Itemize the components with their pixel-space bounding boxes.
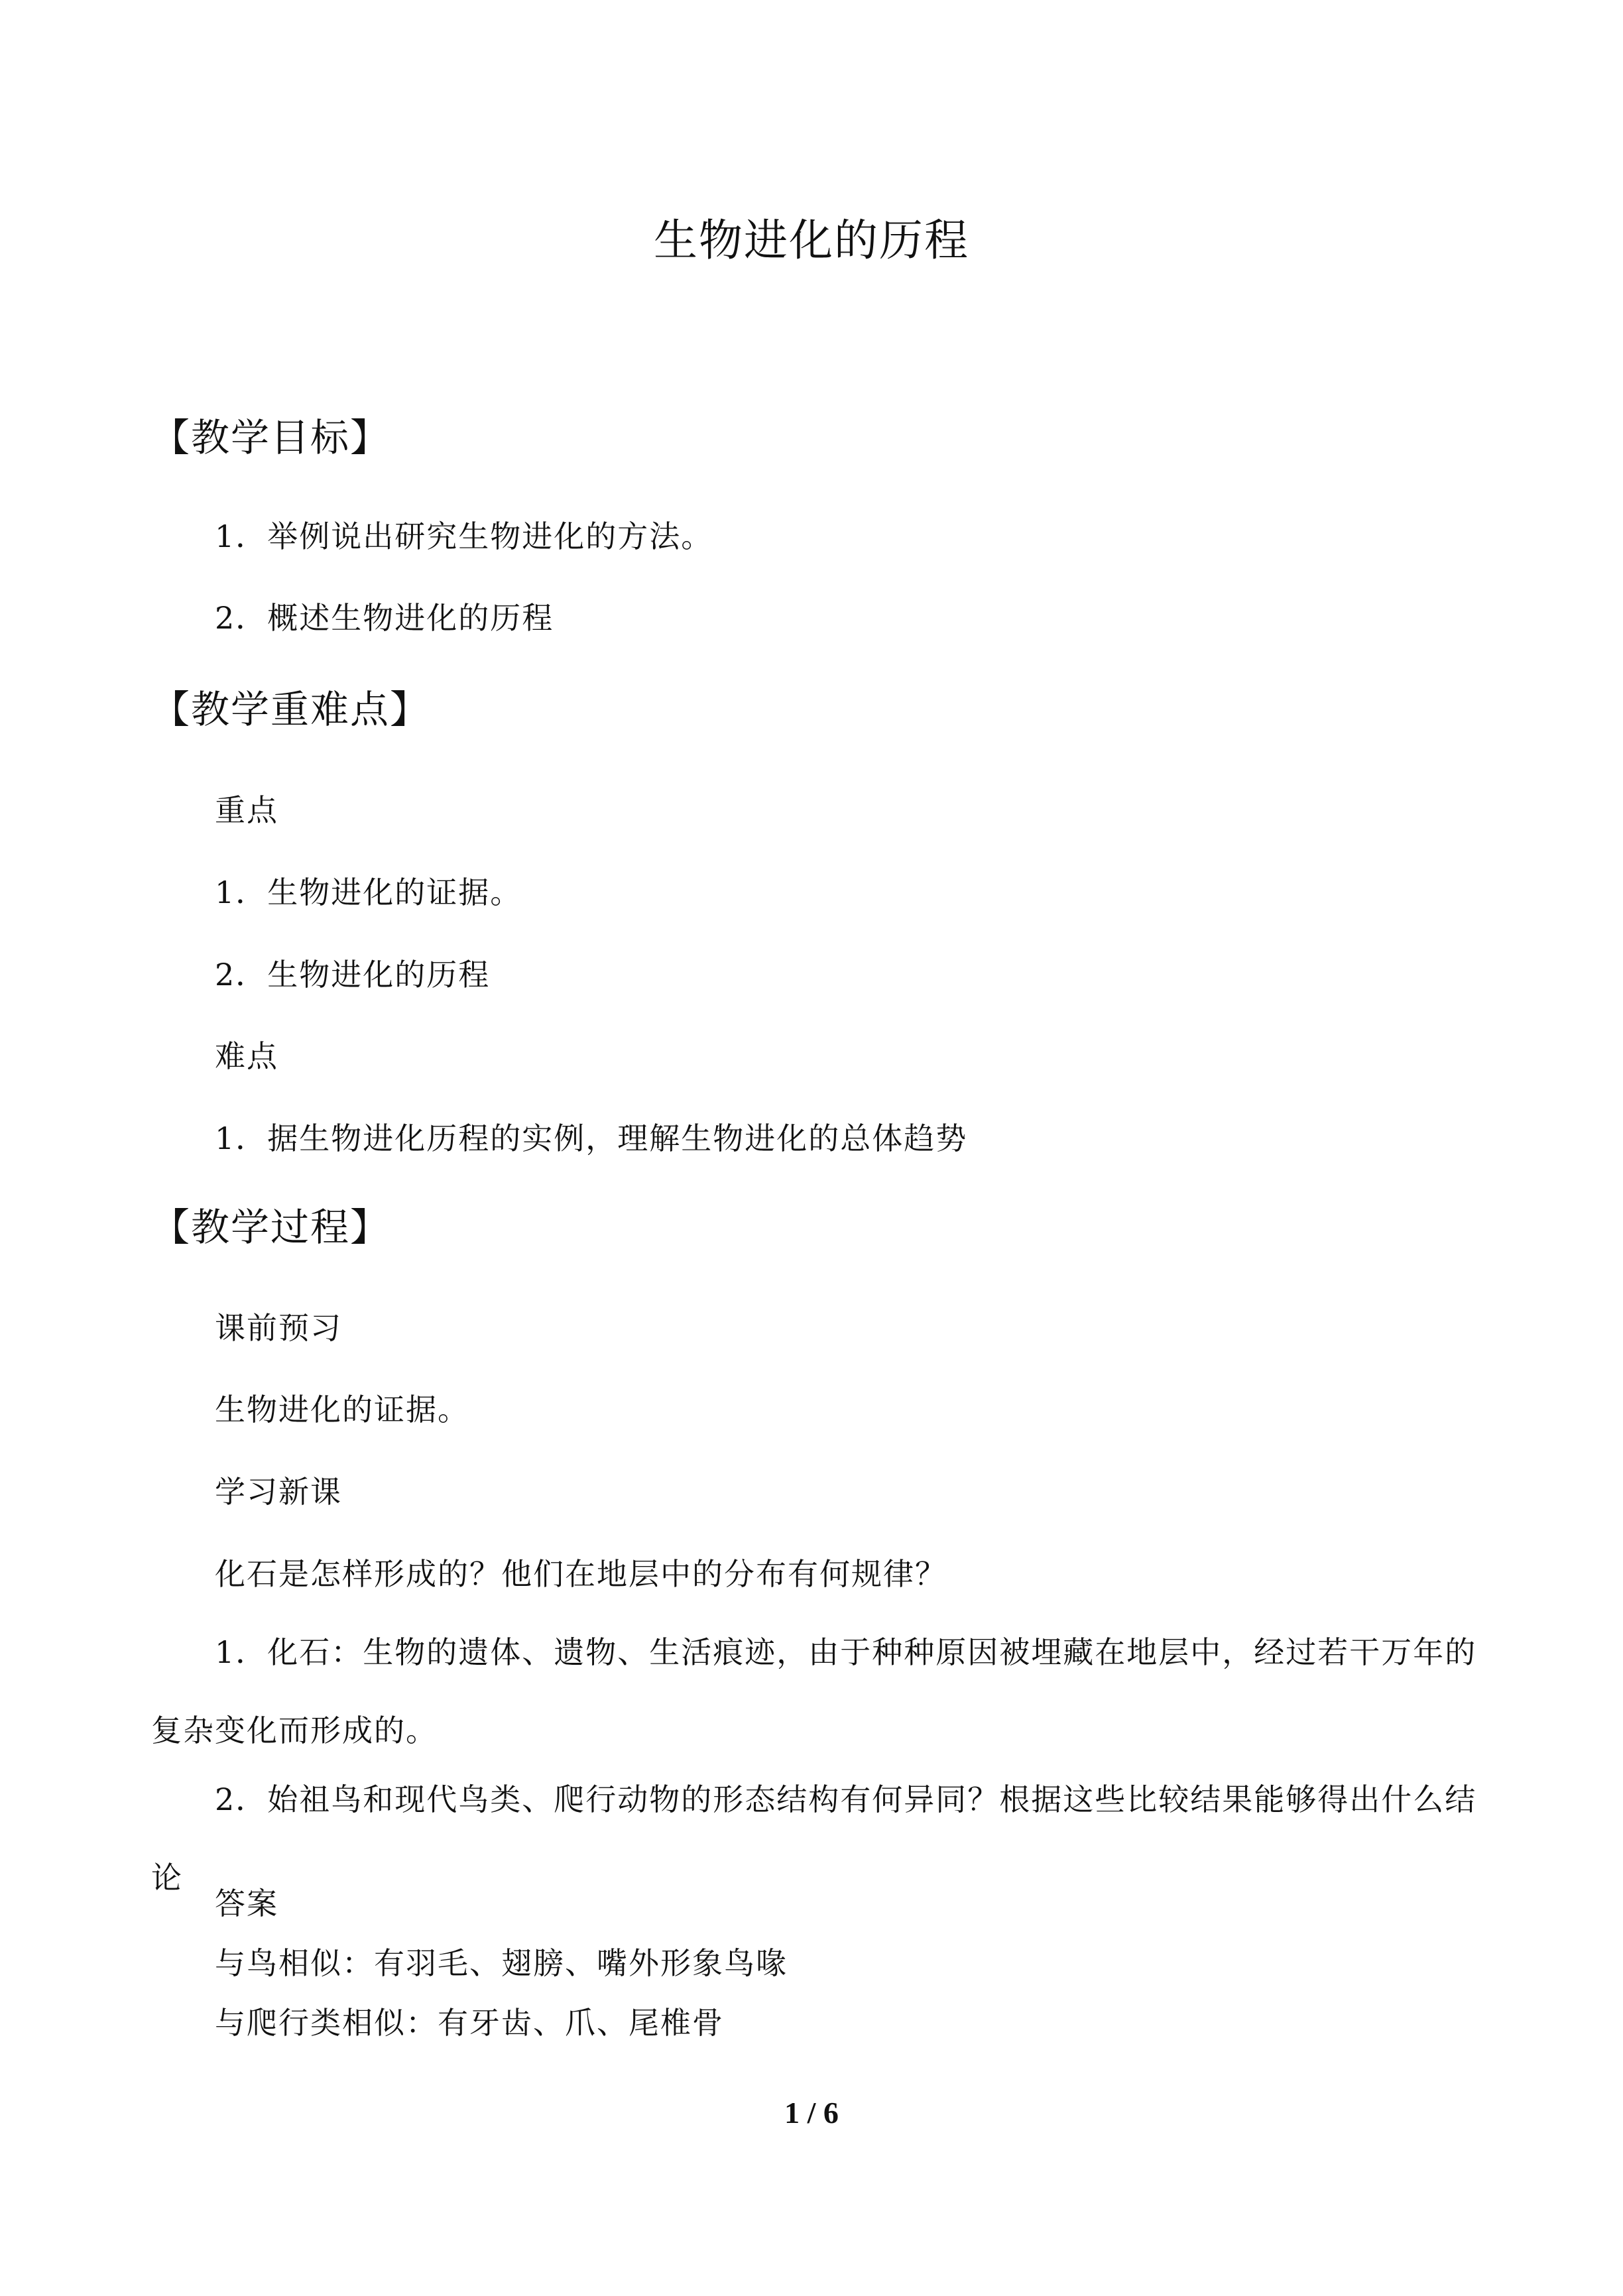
page-indicator: 1 / 6 xyxy=(784,2096,839,2130)
answer-label: 答案 xyxy=(215,1886,278,1921)
answer-reptile: 与爬行类相似：有牙齿、爪、尾椎骨 xyxy=(215,2005,724,2041)
heading-process: 【教学过程】 xyxy=(151,1205,391,1250)
difficulty-label: 难点 xyxy=(215,1038,278,1074)
page-title: 生物进化的历程 xyxy=(654,215,969,266)
objective-item-1: 1．举例说出研究生物进化的方法。 xyxy=(215,518,713,554)
answer-bird: 与鸟相似：有羽毛、翅膀、嘴外形象鸟喙 xyxy=(215,1945,788,1981)
heading-objectives: 【教学目标】 xyxy=(151,415,391,460)
focus-label: 重点 xyxy=(215,792,278,828)
preview-label: 课前预习 xyxy=(215,1310,342,1346)
focus-item-2: 2．生物进化的历程 xyxy=(215,957,491,993)
item-fossil: 1．化石：生物的遗体、遗物、生活痕迹，由于种种原因被埋藏在地层中，经过若干万年的复杂变化而形成的。 xyxy=(151,1634,1477,1748)
heading-key-points: 【教学重难点】 xyxy=(151,687,430,732)
focus-item-1: 1．生物进化的证据。 xyxy=(215,875,522,910)
new-lesson-label: 学习新课 xyxy=(215,1474,342,1510)
question-text: 化石是怎样形成的？他们在地层中的分布有何规律？ xyxy=(215,1556,947,1592)
item-comparison: 2．始祖鸟和现代鸟类、爬行动物的形态结构有何异同？根据这些比较结果能够得出什么结论 xyxy=(151,1782,1477,1896)
objective-item-2: 2．概述生物进化的历程 xyxy=(215,600,554,636)
preview-text: 生物进化的证据。 xyxy=(215,1392,469,1427)
difficulty-item-1: 1．据生物进化历程的实例，理解生物进化的总体趋势 xyxy=(215,1120,968,1156)
